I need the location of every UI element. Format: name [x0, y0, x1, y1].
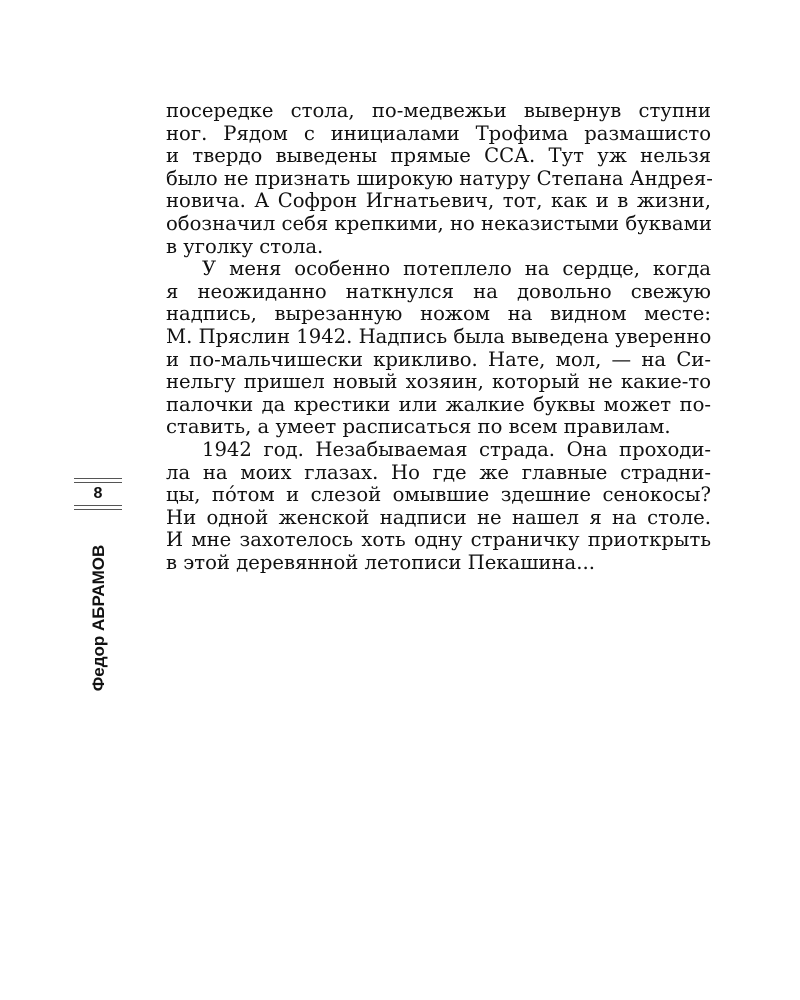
text-line: цы, пóтом и слезой омывшие здешние сенокосы?	[166, 483, 711, 507]
text-line: М. Пряслин 1942. Надпись была выведена уверенно	[166, 324, 712, 348]
text-line: надпись, вырезанную ножом на видном месте:	[166, 302, 711, 326]
text-line: новича. А Софрон Игнатьевич, тот, как и в жизни,	[166, 189, 711, 213]
folio-rule	[74, 482, 122, 483]
text-line: я неожиданно наткнулся на довольно свежую	[166, 279, 711, 303]
folio-rule	[74, 509, 122, 510]
text-line: в этой деревянной летописи Пекашина...	[166, 550, 595, 574]
text-line: и по-мальчишески крикливо. Нате, мол, — на Си-	[166, 347, 711, 371]
text-line: И мне захотелось хоть одну страничку приоткрыть	[166, 528, 711, 552]
folio-rule	[74, 478, 122, 479]
text-line: посередке стола, по-медвежьи вывернув ступни	[166, 99, 711, 122]
text-line: палочки да крестики или жалкие буквы может по-	[166, 392, 711, 416]
text-line: 1942 год. Незабываемая страда. Она проходи-	[202, 437, 711, 461]
text-line: обозначил себя крепкими, но неказистыми буквами	[166, 211, 712, 235]
running-head-author: Федор АБРАМОВ	[89, 544, 108, 692]
page-number-box	[74, 478, 122, 510]
text-line: У меня особенно потеплело на сердце, когда	[202, 257, 711, 281]
text-line: нельгу пришел новый хозяин, который не какие-то	[166, 370, 711, 394]
text-line: ставить, а умеет расписаться по всем правилам.	[166, 415, 671, 439]
page-number: 8	[93, 485, 103, 502]
text-line: ног. Рядом с инициалами Трофима размашисто	[166, 121, 711, 145]
folio-rule	[74, 505, 122, 506]
text-line: было не признать широкую натуру Степана Андрея-	[166, 166, 713, 190]
text-line: и твердо выведены прямые ССА. Тут уж нельзя	[166, 144, 711, 168]
text-line: ла на моих глазах. Но где же главные страдни-	[166, 460, 711, 484]
body-text	[166, 100, 711, 574]
text-line: в уголку стола.	[166, 234, 324, 258]
text-line: Ни одной женской надписи не нашел я на столе.	[166, 505, 711, 529]
